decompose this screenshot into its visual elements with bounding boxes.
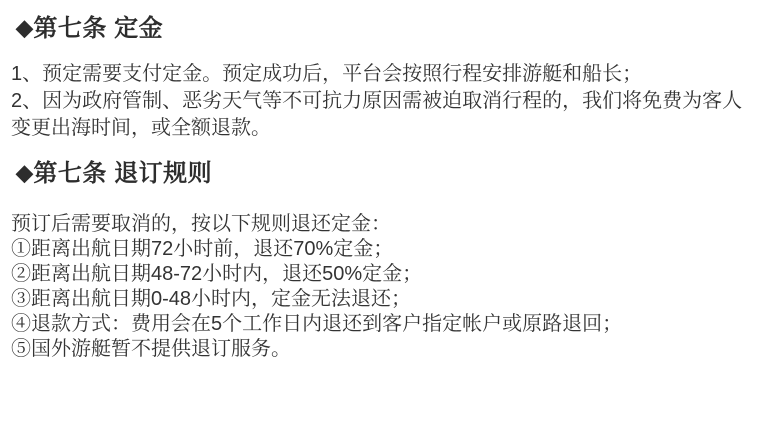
list-item-continuation bbox=[11, 115, 770, 142]
rule-item: ③距离出航日期0-48小时内，定金无法退还； bbox=[11, 288, 412, 310]
rule-item: ①距离出航日期72小时前，退还70%定金； bbox=[11, 238, 394, 260]
list-item-number: 2、 bbox=[11, 90, 43, 112]
rule-item: ⑤国外游艇暂不提供退订服务。 bbox=[11, 338, 291, 360]
list-item-text: 预定需要支付定金。预定成功后，平台会按照行程安排游艇和船长； bbox=[42, 63, 643, 85]
cancellation-rules-list bbox=[11, 212, 770, 362]
rule-item: ②距离出航日期48-72小时内，退还50%定金； bbox=[11, 263, 423, 285]
section-heading-cancellation bbox=[16, 158, 770, 189]
section-heading-deposit bbox=[16, 0, 770, 44]
list-item-text: 因为政府管制、恶劣天气等不可抗力原因需被迫取消行程的，我们将免费为客人 bbox=[42, 90, 743, 112]
section-title-deposit: 第七条 定金 bbox=[33, 15, 164, 42]
rules-intro: 预订后需要取消的，按以下规则退还定金： bbox=[11, 213, 391, 235]
rule-item: ④退款方式：费用会在5个工作日内退还到客户指定帐户或原路退回； bbox=[11, 313, 623, 335]
diamond-bullet-icon: ◆ bbox=[16, 160, 34, 185]
list-item bbox=[11, 88, 770, 115]
list-item-number: 1、 bbox=[11, 63, 43, 85]
list-item bbox=[11, 61, 770, 88]
diamond-bullet-icon: ◆ bbox=[16, 15, 34, 40]
section-title-cancellation: 第七条 退订规则 bbox=[33, 160, 213, 187]
deposit-terms-list bbox=[11, 61, 770, 142]
list-item-text: 变更出海时间，或全额退款。 bbox=[11, 117, 271, 139]
